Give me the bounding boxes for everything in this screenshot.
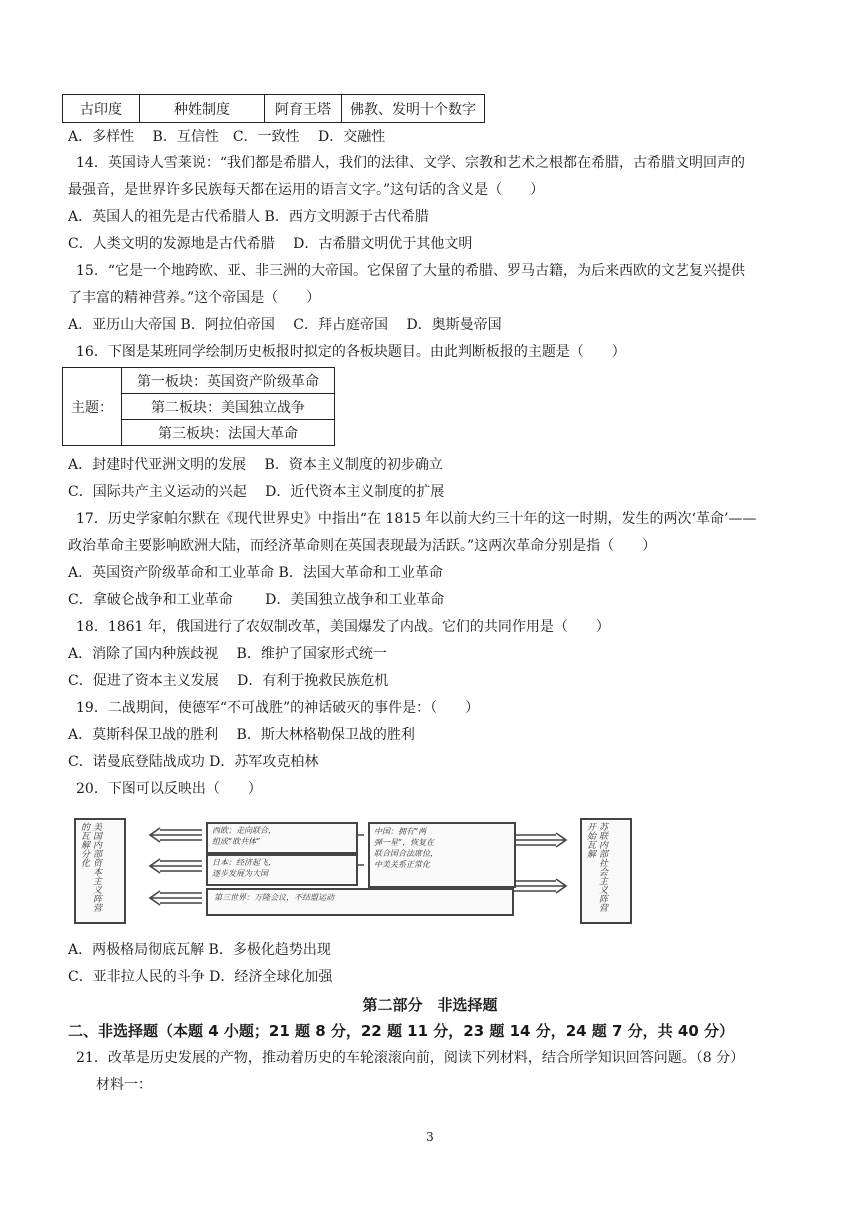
fig-box-third-world xyxy=(206,888,514,916)
q18-options-cd: C．促进了资本主义发展 D．有利于挽救民族危机 xyxy=(68,673,389,689)
q19-options-ab: A．莫斯科保卫战的胜利 B．斯大林格勒保卫战的胜利 xyxy=(68,727,415,743)
q13-table xyxy=(62,94,485,123)
q14-options-ab: A．英国人的祖先是古代希腊人 B．西方文明源于古代希腊 xyxy=(68,209,429,225)
q13-cell-system: 种姓制度 xyxy=(140,95,265,123)
q19-stem: 19．二战期间，使德军“不可战胜”的神话破灭的事件是：（ ） xyxy=(76,700,480,716)
q15-stem-line1: 15．“它是一个地跨欧、亚、非三洲的大帝国。它保留了大量的希腊、罗马古籍，为后来西欧的文艺复兴提供 xyxy=(76,263,745,279)
arrow-left-2 xyxy=(150,859,202,873)
q14-stem-line2: 最强音，是世界许多民族每天都在运用的语言文字。”这句话的含义是（ ） xyxy=(68,182,545,198)
fig-right-box xyxy=(580,818,632,924)
q16-board-3: 第三板块：法国大革命 xyxy=(122,420,335,446)
q20-figure xyxy=(74,818,634,920)
fig-right-text: 苏联内部社会主义阵营开始瓦解 xyxy=(585,822,607,912)
q13-cell-contribution: 佛教、发明十个数字 xyxy=(342,95,485,123)
q21-material-label: 材料一： xyxy=(96,1077,152,1093)
fig-box-japan xyxy=(206,854,358,886)
q16-theme-label: 主题： xyxy=(63,368,122,446)
q16-options-ab: A．封建时代亚洲文明的发展 B．资本主义制度的初步确立 xyxy=(68,457,443,473)
q16-board-2: 第二板块：美国独立战争 xyxy=(122,394,335,420)
q13-options: A．多样性 B．互信性 C．一致性 D．交融性 xyxy=(68,129,386,145)
fig-left-box xyxy=(74,818,126,924)
q17-stem-line1: 17．历史学家帕尔默在《现代世界史》中指出“在 1815 年以前大约三十年的这一时期，发生的两次‘革命’—— xyxy=(76,511,757,527)
q20-options-ab: A．两极格局彻底瓦解 B．多极化趋势出现 xyxy=(68,942,331,958)
arrow-right-2 xyxy=(514,879,566,893)
fig-text-third-world: 第三世界：万隆会议，不结盟运动 xyxy=(214,893,334,902)
q14-stem-line1: 14．英国诗人雪莱说：“我们都是希腊人，我们的法律、文学、宗教和艺术之根都在希腊，古希腊文明回声的 xyxy=(76,155,745,171)
q13-cell-civilization: 古印度 xyxy=(63,95,140,123)
q18-stem: 18．1861 年，俄国进行了农奴制改革，美国爆发了内战。它们的共同作用是（ ） xyxy=(76,619,610,635)
arrow-left-3 xyxy=(150,891,202,905)
q15-options: A．亚历山大帝国 B．阿拉伯帝国 C．拜占庭帝国 D．奥斯曼帝国 xyxy=(68,317,502,333)
q19-options-cd: C．诺曼底登陆战成功 D．苏军攻克柏林 xyxy=(68,754,319,770)
arrow-right-1 xyxy=(514,833,566,847)
q13-cell-building: 阿育王塔 xyxy=(265,95,342,123)
fig-text-china: 中国：拥有“两 弹一星”，恢复在 联合国合法席位， 中美关系正常化 xyxy=(374,827,438,869)
q16-theme-table xyxy=(62,367,335,446)
q21-stem: 21．改革是历史发展的产物，推动着历史的车轮滚滚向前，阅读下列材料，结合所学知识回答问题。（8 分） xyxy=(76,1050,745,1066)
q20-options-cd: C．亚非拉人民的斗争 D．经济全球化加强 xyxy=(68,969,333,985)
arrow-left-1 xyxy=(150,828,202,842)
q16-stem: 16．下图是某班同学绘制历史板报时拟定的各板块题目。由此判断板报的主题是（ ） xyxy=(76,344,626,360)
part2-heading: 二、非选择题（本题 4 小题；21 题 8 分，22 题 11 分，23 题 14 分，24 题 7 分，共 40 分） xyxy=(68,1022,734,1040)
fig-box-western-europe xyxy=(206,822,358,854)
fig-text-japan: 日本：经济起飞， 逐步发展为大国 xyxy=(212,858,276,878)
q17-stem-line2: 政治革命主要影响欧洲大陆，而经济革命则在英国表现最为活跃。”这两次革命分别是指（ ） xyxy=(68,538,657,554)
q18-options-ab: A．消除了国内种族歧视 B．维护了国家形式统一 xyxy=(68,646,387,662)
fig-left-text: 美国内部资本主义阵营的瓦解分化 xyxy=(79,822,101,912)
q17-options-ab: A．英国资产阶级革命和工业革命 B．法国大革命和工业革命 xyxy=(68,565,443,581)
page-number: 3 xyxy=(426,1130,434,1144)
q15-stem-line2: 了丰富的精神营养。”这个帝国是（ ） xyxy=(68,290,321,306)
fig-box-china xyxy=(368,822,516,888)
q14-options-cd: C．人类文明的发源地是古代希腊 D．古希腊文明优于其他文明 xyxy=(68,236,473,252)
q17-options-cd: C．拿破仑战争和工业革命 D．美国独立战争和工业革命 xyxy=(68,592,445,608)
part2-title: 第二部分 非选择题 xyxy=(362,996,498,1014)
fig-text-western-europe: 西欧：走向联合， 组成“欧共体” xyxy=(212,826,276,846)
q20-stem: 20．下图可以反映出（ ） xyxy=(76,781,262,797)
q16-board-1: 第一板块：英国资产阶级革命 xyxy=(122,368,335,394)
q16-options-cd: C．国际共产主义运动的兴起 D．近代资本主义制度的扩展 xyxy=(68,484,445,500)
